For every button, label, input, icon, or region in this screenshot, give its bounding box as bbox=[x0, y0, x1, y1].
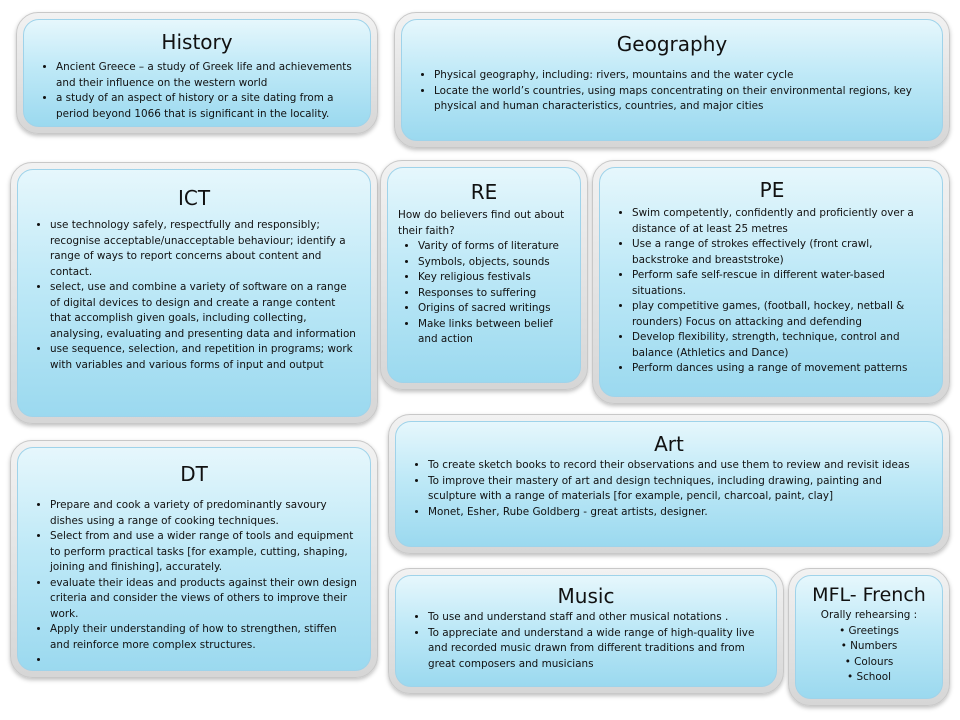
list-item: • Select from and use a wider range of tools and equipment to perform practical tasks [for example, cutting, shaping, joining and finishing], accurately. bbox=[50, 529, 358, 576]
list-item: • play competitive games, (football, hockey, netball & rounders) Focus on attacking and defending bbox=[632, 299, 932, 330]
list-item: • Monet, Esher, Rube Goldberg - great artists, designer. bbox=[428, 505, 930, 521]
list-item: • use technology safely, respectfully and responsibly; recognise acceptable/unacceptable behaviour; identify a range of ways to report concerns about content and contact. bbox=[50, 218, 358, 280]
list-item: • Origins of sacred writings bbox=[418, 301, 570, 317]
geography-title: Geography bbox=[616, 32, 728, 56]
pe-title: PE bbox=[759, 178, 785, 202]
list-item: • Greetings bbox=[804, 624, 934, 640]
dt-panel bbox=[10, 440, 378, 678]
ict-panel bbox=[10, 162, 378, 424]
history-list bbox=[36, 60, 358, 122]
art-title: Art bbox=[654, 432, 684, 456]
mfl-list bbox=[804, 624, 934, 686]
list-item: • Perform dances using a range of movement patterns bbox=[632, 361, 932, 377]
geography-list bbox=[414, 68, 930, 115]
list-item: • Locate the world’s countries, using maps concentrating on their environmental regions, key physical and human characteristics, countries, and major cities bbox=[434, 84, 930, 115]
list-item: • Responses to suffering bbox=[418, 286, 570, 302]
mfl-panel bbox=[788, 568, 950, 706]
list-item: • Swim competently, confidently and proficiently over a distance of at least 25 metres bbox=[632, 206, 932, 237]
list-item: • Symbols, objects, sounds bbox=[418, 255, 570, 271]
list-item: • Varity of forms of literature bbox=[418, 239, 570, 255]
list-item: • To create sketch books to record their observations and use them to review and revisit ideas bbox=[428, 458, 930, 474]
re-panel bbox=[380, 160, 588, 390]
dt-title: DT bbox=[180, 462, 208, 486]
pe-panel bbox=[592, 160, 950, 404]
list-item: • To use and understand staff and other musical notations . bbox=[428, 610, 764, 626]
list-item: • Prepare and cook a variety of predominantly savoury dishes using a range of cooking techniques. bbox=[50, 498, 358, 529]
list-item: • Perform safe self-rescue in different water-based situations. bbox=[632, 268, 932, 299]
list-item: • a study of an aspect of history or a site dating from a period beyond 1066 that is significant in the locality. bbox=[56, 91, 358, 122]
re-list bbox=[398, 239, 570, 348]
list-item: • Numbers bbox=[804, 639, 934, 655]
list-item bbox=[50, 653, 358, 669]
list-item: • Make links between belief and action bbox=[418, 317, 570, 348]
list-item: • evaluate their ideas and products against their own design criteria and consider the views of others to improve their work. bbox=[50, 576, 358, 623]
dt-list bbox=[30, 498, 358, 669]
list-item: • Ancient Greece – a study of Greek life and achievements and their influence on the western world bbox=[56, 60, 358, 91]
music-list bbox=[408, 610, 764, 672]
list-item: • Use a range of strokes effectively (front crawl, backstroke and breaststroke) bbox=[632, 237, 932, 268]
list-item: • To improve their mastery of art and design techniques, including drawing, painting and sculpture with a range of materials [for example, pencil, charcoal, paint, clay] bbox=[428, 474, 930, 505]
music-panel bbox=[388, 568, 784, 694]
list-item: • use sequence, selection, and repetition in programs; work with variables and various forms of input and output bbox=[50, 342, 358, 373]
history-title: History bbox=[161, 30, 233, 54]
history-panel bbox=[16, 12, 378, 134]
list-item: • Apply their understanding of how to strengthen, stiffen and reinforce more complex structures. bbox=[50, 622, 358, 653]
re-intro: How do believers find out about their faith? bbox=[398, 209, 565, 237]
re-title: RE bbox=[470, 180, 498, 204]
list-item: • Develop flexibility, strength, technique, control and balance (Athletics and Dance) bbox=[632, 330, 932, 361]
geography-panel bbox=[394, 12, 950, 148]
music-title: Music bbox=[557, 584, 615, 608]
list-item: • Key religious festivals bbox=[418, 270, 570, 286]
list-item: • Colours bbox=[804, 655, 934, 671]
mfl-title: MFL- French bbox=[812, 584, 926, 606]
ict-list bbox=[30, 218, 358, 373]
list-item: • Physical geography, including: rivers, mountains and the water cycle bbox=[434, 68, 930, 84]
list-item: • To appreciate and understand a wide range of high-quality live and recorded music drawn from different traditions and from great composers and musicians bbox=[428, 626, 764, 673]
art-list bbox=[408, 458, 930, 520]
pe-list bbox=[612, 206, 932, 377]
list-item: • School bbox=[804, 670, 934, 686]
ict-title: ICT bbox=[177, 186, 211, 210]
list-item: • select, use and combine a variety of software on a range of digital devices to design and create a range content that accomplish given goals, including collecting, analysing, evaluating and presenting data and information bbox=[50, 280, 358, 342]
art-panel bbox=[388, 414, 950, 554]
mfl-intro: Orally rehearsing : bbox=[820, 609, 918, 621]
